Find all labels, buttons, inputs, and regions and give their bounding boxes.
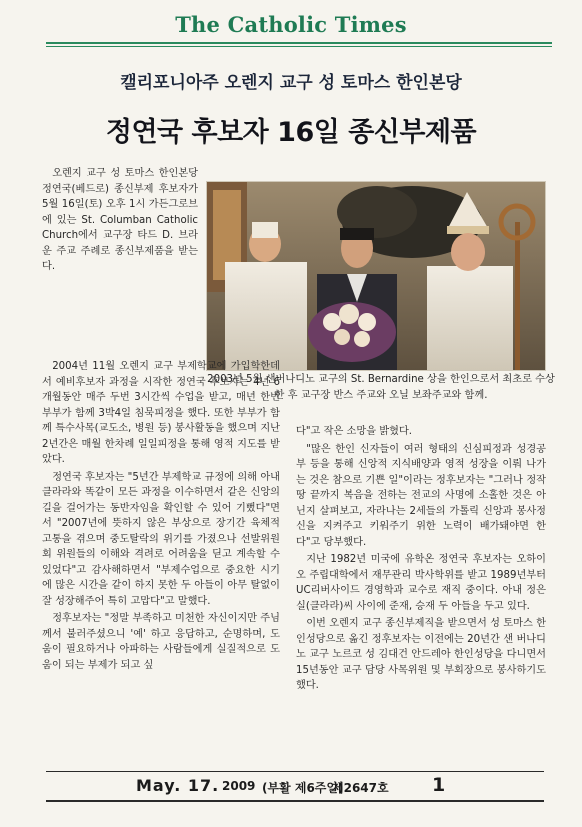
article-column-1-top [42,166,198,356]
footer-rule [46,771,544,772]
masthead-rule-thin [46,46,552,47]
footer-number: 제2647호 [332,781,389,795]
paragraph: 이번 오렌지 교구 종신부제직을 받으면서 성 토마스 한인성당으로 옮긴 정후보자는 이전에는 20년간 샌 버나디노 교구 노르코 성 김대건 안드레아 한인성당을 다니면서 15년동안 교구 담당 사목위원 및 부회장으로 봉사하기도 했다. [296,618,546,691]
paragraph: 지난 1982년 미국에 유학온 정연국 후보자는 오하이오 주립대학에서 재무관리 박사학위를 받고 1989년부터 UC리버사이드 경영학과 교수로 재직 중이다. 아내 정은실(클라라)씨 사이에 준재, 승재 두 아들을 두고 있다. [296,554,546,612]
page-footer [0,774,582,798]
paragraph: 오렌지 교구 성 토마스 한인본당 정연국(베드로) 종신부제 후보자가 5월 16일(토) 오후 1시 가든그로브에 있는 St. Columban Catholic Church에서 교구장 타드 D. 브라운 주교 주례로 종신부제품을 받는다. [42,168,198,272]
footer-rule-bottom [46,800,544,802]
article-kicker: 캘리포니아주 오렌지 교구 성 토마스 한인본당 [120,73,462,93]
paragraph-continuation: 다"고 작은 소망을 밝혔다. [296,426,413,437]
article-headline: 정연국 후보자 16일 종신부제품 [105,117,477,148]
paragraph: 정후보자는 "정말 부족하고 미천한 자신이지만 주님께서 불러주셨으니 '예' 하고 응답하고, 순명하며, 도움이 필요하거나 아파하는 사람들에게 실질적으로 도움이 되는 부제가 되고 싶 [42,613,280,671]
article-photo [206,181,546,371]
masthead-rule [46,42,552,44]
paragraph: 정연국 후보자는 "5년간 부제학교 규정에 의해 아내 클라라와 똑같이 모든 과정을 이수하면서 같은 신앙의 길을 걸어가는 동반자임을 확인할 수 있어 기뻤다"면서 "2007년에 뜻하지 않은 부상으로 장기간 육체적 고통을 겪으며 중도탈락의 위기를 가졌으나 선발위원회 위원들의 이해와 격려로 어려움을 딛고 계속할 수 있었다"고 감사해하면서 "부제수업으로 중요한 시기에 많은 시간을 같이 하지 못한 두 아들이 아무 탈없이 잘 성장해주어 특히 고맙다"고 말했다. [42,471,280,607]
article-column-1-bottom [42,359,280,765]
article-column-2 [296,424,546,764]
paragraph: 2004년 11월 오렌지 교구 부제학교에 가입학한데서 예비후보자 과정을 시작한 정연국 후보자는 4년 6개월동안 매주 두번 3시간씩 수업을 받고, 매년 한번 부부가 함께 3박4일 침묵피정을 했다. 또한 부부가 함께 특수사목(교도소, 병원 등) 봉사활동을 했으며 지난 2년간은 매월 한차례 일일피정을 통해 영적 지도를 받았다. [42,361,280,465]
page-number: 1 [432,774,446,796]
photo-illustration [207,182,545,370]
footer-date: May. 17. [136,776,220,795]
footer-year: 2009 [222,779,256,793]
photo-caption: 2003년 5월 샌버나디노 교구의 St. Bernardine 상을 한인으로서 최초로 수상한 후 교구장 반스 주교와 오닐 보좌주교와 함께. [207,374,555,401]
footer-issue: (부활 제6주일) [262,781,344,795]
paragraph: "많은 한인 신자들이 여러 형태의 신심피정과 성경공부 등을 통해 신앙적 지식배양과 영적 성장을 이뤄 나가는 것은 참으로 기쁜 일"이라는 정후보자는 "그러나 정작 땅 끝까지 복음을 전하는 전교의 사명에 소홀한 것은 아닌지 살펴보고, 자라나는 2세들의 가톨릭 신앙과 봉사정신을 지켜주고 키워주기 위한 노력이 배가돼야면 한다"고 당부했다. [296,443,546,548]
masthead: The Catholic Times [175,12,407,37]
